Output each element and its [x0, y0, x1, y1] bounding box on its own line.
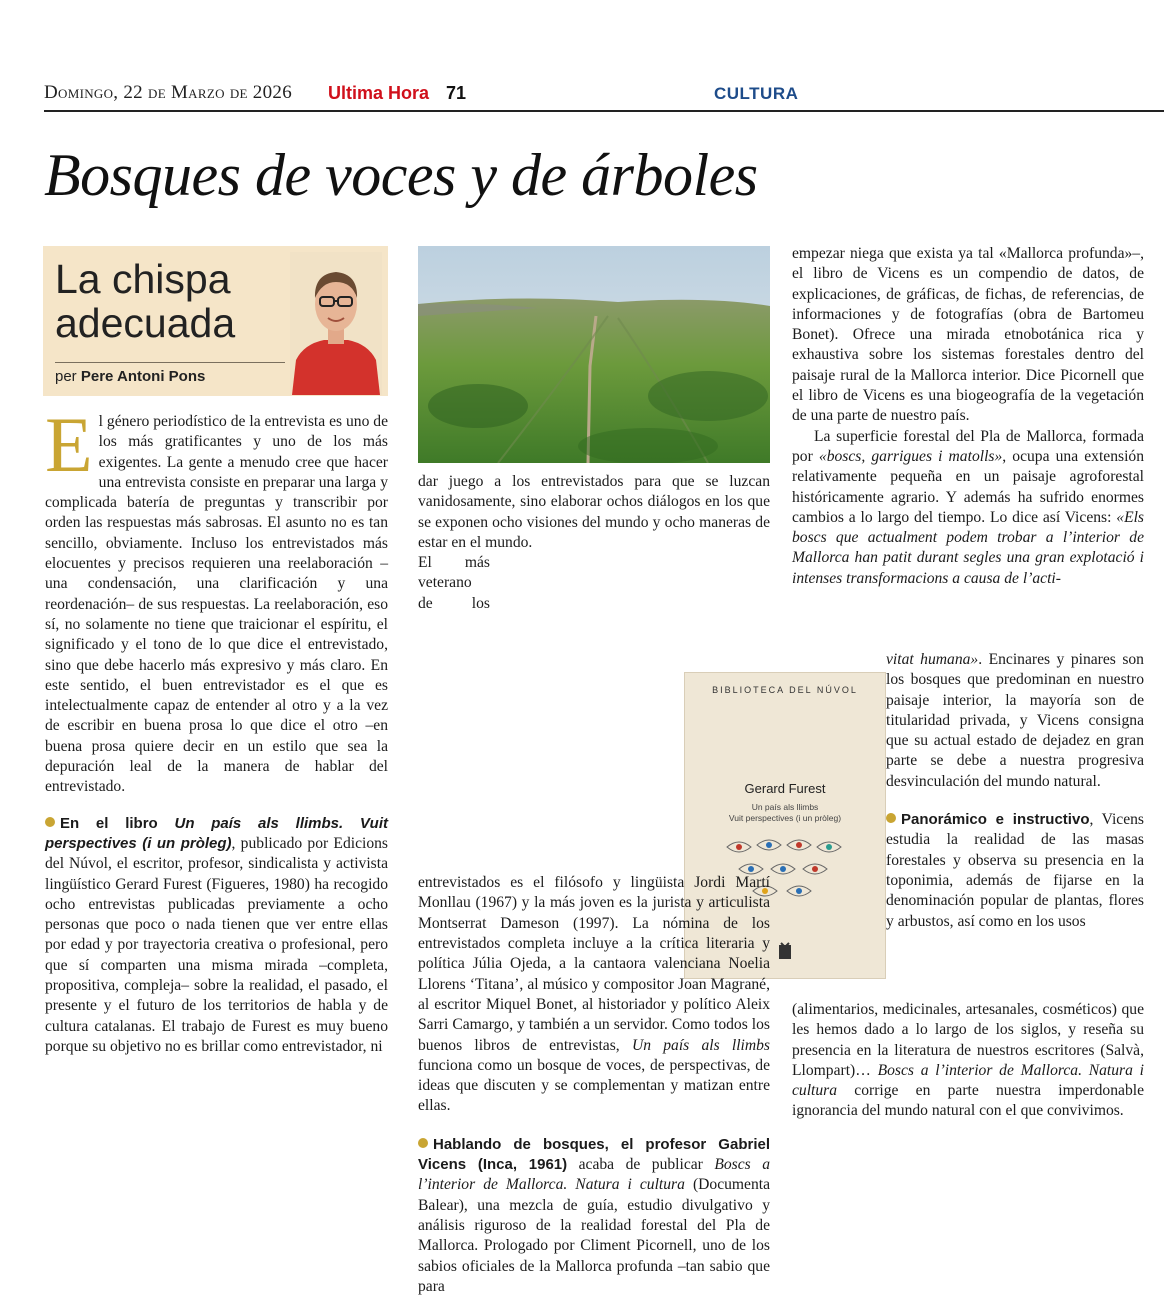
- issue-date: Domingo, 22 de Marzo de 2026: [44, 82, 293, 103]
- byline: [55, 368, 205, 385]
- section-name: CULTURA: [714, 84, 799, 103]
- page-header: [44, 82, 1164, 110]
- book-cover-wrap-space: [494, 553, 770, 873]
- page-number: 71: [446, 83, 467, 103]
- text-column-1: [45, 401, 388, 1057]
- newspaper-name: Ultima Hora: [328, 83, 430, 103]
- header-divider: [44, 110, 1164, 112]
- bullet-paragraph-panoramic: Panorámico e instructivo, Vicens estudia la realidad de las masas forestales y observa su presencia en la toponimia, además de fijarse en la denominación popular de plantas, flores y arbustos, así como en los usos: [886, 811, 1144, 930]
- book-description-paragraph: empezar niega que exista ya tal «Mallorca profunda»–, el libro de Vicens es un compendio de datos, de explicaciones, de gráficas, de fichas, de referencias, de informaciones y de fotografías (obra de Bartomeu Bonet). Ofrece una mirada etnobotánica rica y exhaustiva sobre los sistemas forestales dentro del paisaje rural de la Mallorca interior. Dice Picornell que el libro de Vicens es una biogeografía de la vegetación de una parte de nuestro país.: [792, 245, 1144, 425]
- interviewees-paragraph: El más veterano de los entrevistados es el filósofo y lingüista Jordi Martí Monllau (1967) y la más joven es la jurista y articulista Montserrat Dameson (1997). La nómina de los entrevistados completa incluye a la crítica literaria y política Júlia Ojeda, a la cantaora valenciana Noelia Llorens ‘Titana’, al músico y compositor Joan Magrané, al escritor Miquel Bonet, al historiador y político Aleix Sarri Camargo, y también a un servidor. Como todos los buenos libros de entrevistas, Un país als llimbs funciona como un bosque de voces, de perspectivas, de ideas que discuten y se complementan y matizan entre ellas.: [418, 554, 771, 1115]
- column-name: [55, 257, 285, 345]
- text-column-3: [792, 244, 1144, 589]
- woods-paragraph: vitat humana». Encinares y pinares son los bosques que predominan en nuestro paisaje interior, la mayoría son de titularidad privada, y Vicens consigna que su actual estado de dejadez en gran parte se debe a nuestra progresiva desvinculación del mundo natural.: [886, 651, 1144, 790]
- drop-cap: E: [45, 401, 93, 488]
- column-divider: [55, 362, 285, 363]
- column-name-line2: adecuada: [55, 300, 236, 346]
- bullet-paragraph-forests: Hablando de bosques, el profesor Gabriel Vicens (Inca, 1961) acaba de publicar Boscs a l’interior de Mallorca. Natura i cultura (Documenta Balear), una mezcla de guía, estudio divulgativo y análisis riguroso de la realidad forestal del Pla de Mallorca. Prologado por Climent Picornell, uno de los sabios oficiales de la Mallorca profunda –tan sabio que para: [418, 1135, 771, 1295]
- continued-paragraph: dar juego a los entrevistados para que se luzcan vanidosamente, sino elaborar ochos diálogos en los que se exponen ocho visiones del mundo y ocho maneras de estar en el mundo.: [418, 473, 770, 551]
- forest-surface-paragraph: La superficie forestal del Pla de Mallorca, formada por «boscs, garrigues i matolls», ocupa una extensión relativamente pequeña en un paisaje agroforestal históricamente agrario. Y además ha sufrido enormes cambios a lo largo del tiempo. Lo dice así Vicens: «Els boscs que actualment podem trobar a l’interior de Mallorca han patit durant segles una gran explotació i intenses transformacions a causa de l’acti-: [792, 427, 1145, 587]
- bullet-lead: En el libro Un país als llimbs. Vuit perspectives (i un pròleg): [45, 814, 388, 852]
- author-portrait: [290, 252, 382, 395]
- book-author: Gerard Furest: [744, 781, 826, 796]
- bullet-icon: [886, 813, 896, 823]
- text-column-3-bottom: [792, 1000, 1144, 1122]
- column-name-line1: La chispa: [55, 256, 231, 302]
- intro-paragraph: El género periodístico de la entrevista es uno de los más gratificantes y uno de los más exigentes. La gente a menudo cree que hacer una entrevista consiste en preparar una larga y complicada batería de preguntas y transcribir por orden las respuestas más sabrosas. El asunto no es tan sencillo, obviamente. Incluso los entrevistados más elocuentes y precisos requieren una reelaboración –una condensación, una clarificación y una reordenación– de sus respuestas. La reelaboración, eso sí, no solamente no tiene que traicionar el espíritu, el significado y el tono de lo que dice el entrevistado, sino que debe hacerlo más expresivo y más claro. En este sentido, el buen entrevistador es el que es intelectualmente capaz de entender al otro y a la vez de escribir en buena prosa lo que dice el otro –en buena prosa quiere decir en un estilo que sea la depuración leal de la manera de hablar del entrevistado.: [45, 401, 388, 796]
- publisher-logo-icon: [777, 941, 793, 961]
- closing-paragraph: (alimentarios, medicinales, artesanales, cosméticos) que les hemos dado a lo largo de los siglos, y reseña su presencia en la literatura de nuestros escritores (Salvà, Llompart)… Boscs a l’interior de Mallorca. Natura i cultura corrige en parte nuestra imperdonable ignorancia del mundo natural con el que convivimos.: [792, 1001, 1144, 1120]
- book-series: BIBLIOTECA DEL NÚVOL: [712, 685, 858, 695]
- bullet-paragraph-book: En el libro Un país als llimbs. Vuit perspectives (i un pròleg), publicado por Edicions del Núvol, el escritor, profesor, sindicalista y activista lingüístico Gerard Furest (Figueres, 1980) ha recogido ocho entrevistas publicadas previamente a ocho personas que poco o nada tienen que ver entre ellas por edad y por trayectoria creativa o profesional, pero que sí comparten una misma mirada –completa, propositiva, compleja– sobre la realidad, el pasado, el presente y el futuro de los territorios de habla y de cultura catalanas. El trabajo de Furest es muy bueno porque su objetivo no es brillar como entrevistador, ni: [45, 814, 388, 1055]
- bullet-icon: [45, 817, 55, 827]
- byline-prefix: per: [55, 368, 77, 385]
- book-title-line1: Un país als llimbs: [751, 802, 819, 812]
- bullet-icon: [418, 1138, 428, 1148]
- text-column-2: [418, 472, 770, 1297]
- text-column-3-narrow: [886, 650, 1144, 932]
- book-title-line2: Vuit perspectives (i un pròleg): [728, 813, 842, 823]
- article-headline: Bosques de voces y de árboles: [44, 142, 758, 208]
- author-name: Pere Antoni Pons: [80, 368, 206, 385]
- landscape-photo: [418, 246, 770, 463]
